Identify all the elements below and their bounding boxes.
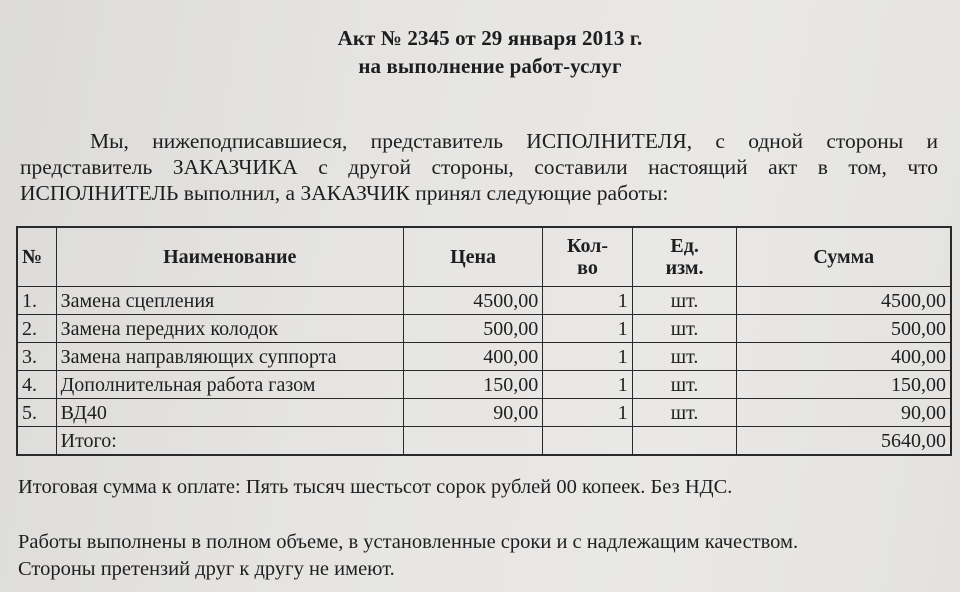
table-row [17,315,951,343]
row-qty: 1 [543,343,632,371]
row-qty: 1 [543,287,632,315]
row-num: 2. [17,315,56,343]
total-num-cell [17,427,56,456]
total-unit-cell [632,427,737,456]
row-price: 150,00 [403,371,542,399]
row-name: ВД40 [56,399,403,427]
header-num: № [17,227,56,287]
claims-text: Стороны претензий друг к другу не имеют. [18,558,395,580]
amount-text: Итоговая сумма к оплате: Пять тысяч шестьсот сорок рублей 00 копеек. Без НДС. [18,476,733,498]
header-qty-line2: во [577,257,598,279]
row-name: Замена сцепления [56,287,403,315]
row-unit: шт. [632,343,737,371]
row-sum: 400,00 [737,343,951,371]
row-num: 3. [17,343,56,371]
table-row [17,343,951,371]
row-unit: шт. [632,399,737,427]
row-price: 90,00 [403,399,542,427]
header-unit-line2: изм. [665,257,704,279]
header-sum: Сумма [737,227,951,287]
table-row [17,371,951,399]
total-sum: 5640,00 [737,427,951,456]
row-num: 1. [17,287,56,315]
header-unit-line1: Ед. [670,235,699,257]
row-sum: 90,00 [737,399,951,427]
row-unit: шт. [632,287,737,315]
row-name: Замена передних колодок [56,315,403,343]
intro-line-2: представитель ЗАКАЗЧИКА с другой стороны, составили настоящий акт в том, что [20,155,938,179]
row-qty: 1 [543,315,632,343]
total-price-cell [403,427,542,456]
row-price: 4500,00 [403,287,542,315]
header-unit [632,227,737,287]
row-sum: 150,00 [737,371,951,399]
intro-line-3: ИСПОЛНИТЕЛЬ выполнил, а ЗАКАЗЧИК принял следующие работы: [20,181,669,205]
table-total-row [17,427,951,456]
quality-text: Работы выполнены в полном объеме, в установленные сроки и с надлежащим качеством. [18,531,799,553]
row-sum: 500,00 [737,315,951,343]
row-qty: 1 [543,371,632,399]
document-subtitle: на выполнение работ-услуг [358,54,622,78]
row-price: 500,00 [403,315,542,343]
row-num: 4. [17,371,56,399]
row-unit: шт. [632,371,737,399]
row-name: Дополнительная работа газом [56,371,403,399]
table-row [17,399,951,427]
row-sum: 4500,00 [737,287,951,315]
table-row [17,287,951,315]
document-title: Акт № 2345 от 29 января 2013 г. [337,26,643,50]
row-price: 400,00 [403,343,542,371]
intro-paragraph [20,128,938,206]
row-unit: шт. [632,315,737,343]
header-qty [543,227,632,287]
total-qty-cell [543,427,632,456]
row-num: 5. [17,399,56,427]
works-table [16,226,952,456]
header-name: Наименование [56,227,403,287]
row-name: Замена направляющих суппорта [56,343,403,371]
intro-line-1: Мы, нижеподписавшиеся, представитель ИСПОЛНИТЕЛЯ, с одной стороны и [90,129,938,153]
table-header-row [17,227,951,287]
header-qty-line1: Кол- [566,235,609,257]
header-price: Цена [403,227,542,287]
total-label: Итого: [56,427,403,456]
row-qty: 1 [543,399,632,427]
